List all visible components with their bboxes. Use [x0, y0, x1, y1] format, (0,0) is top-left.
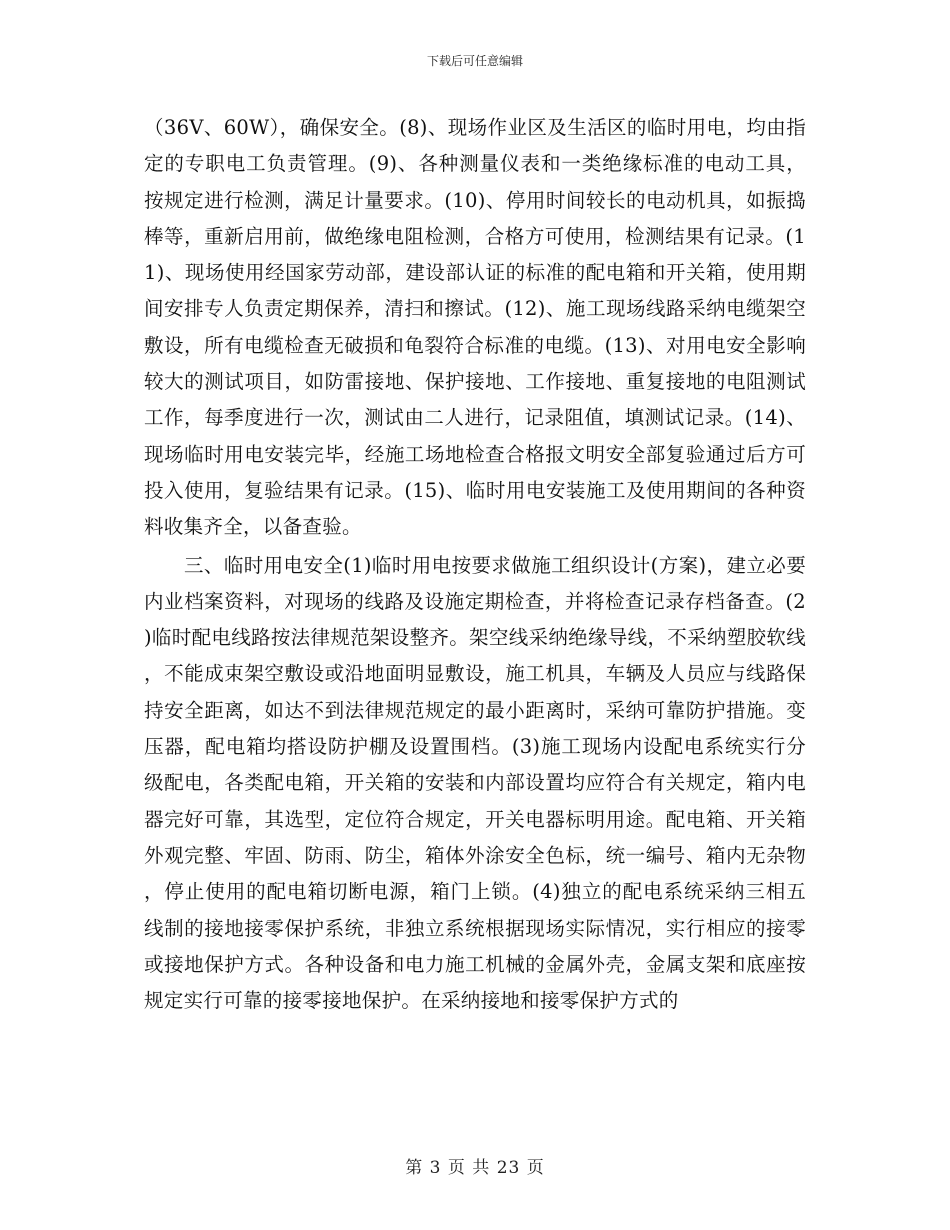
paragraph-continuation: （36V、60W），确保安全。(8)、现场作业区及生活区的临时用电，均由指定的专职电工负责管理。(9)、各种测量仪表和一类绝缘标准的电动工具，按规定进行检测，满足计量要求。(10)、停用时间较长的电动机具，如振捣棒等，重新启用前，做绝缘电阻检测，合格方可使用，检测结果有记录。(11)、现场使用经国家劳动部，建设部认证的标准的配电箱和开关箱，使用期间安排专人负责定期保养，清扫和擦试。(12)、施工现场线路采纳电缆架空敷设，所有电缆检查无破损和龟裂符合标准的电缆。(13)、对用电安全影响较大的测试项目，如防雷接地、保护接地、工作接地、重复接地的电阻测试工作，每季度进行一次，测试由二人进行，记录阻值，填测试记录。(14)、现场临时用电安装完毕，经施工场地检查合格报文明安全部复验通过后方可投入使用，复验结果有记录。(15)、临时用电安装施工及使用期间的各种资料收集齐全，以备查验。 — [144, 116, 806, 539]
paragraph-section-three: 三、临时用电安全(1)临时用电按要求做施工组织设计(方案)，建立必要内业档案资料，对现场的线路及设施定期检查，并将检查记录存档备查。(2)临时配电线路按法律规范架设整齐。架空线采纳绝缘导线，不采纳塑胶软线，不能成束架空敷设或沿地面明显敷设，施工机具，车辆及人员应与线路保持安全距离，如达不到法律规范规定的最小距离时，采纳可靠防护措施。变压器，配电箱均搭设防护棚及设置围档。(3)施工现场内设配电系统实行分级配电，各类配电箱，开关箱的安装和内部设置均应符合有关规定，箱内电器完好可靠，其选型，定位符合规定，开关电器标明用途。配电箱、开关箱外观完整、牢固、防雨、防尘，箱体外涂安全色标，统一编号、箱内无杂物，停止使用的配电箱切断电源，箱门上锁。(4)独立的配电系统采纳三相五线制的接地接零保护系统，非独立系统根据现场实际情况，实行相应的接零或接地保护方式。各种设备和电力施工机械的金属外壳，金属支架和底座按规定实行可靠的接零接地保护。在采纳接地和接零保护方式的 — [144, 553, 806, 1013]
page-number-footer: 第 3 页 共 23 页 — [405, 1158, 545, 1178]
document-body — [144, 110, 806, 1019]
page-header: 下载后可任意编辑 — [426, 54, 523, 68]
